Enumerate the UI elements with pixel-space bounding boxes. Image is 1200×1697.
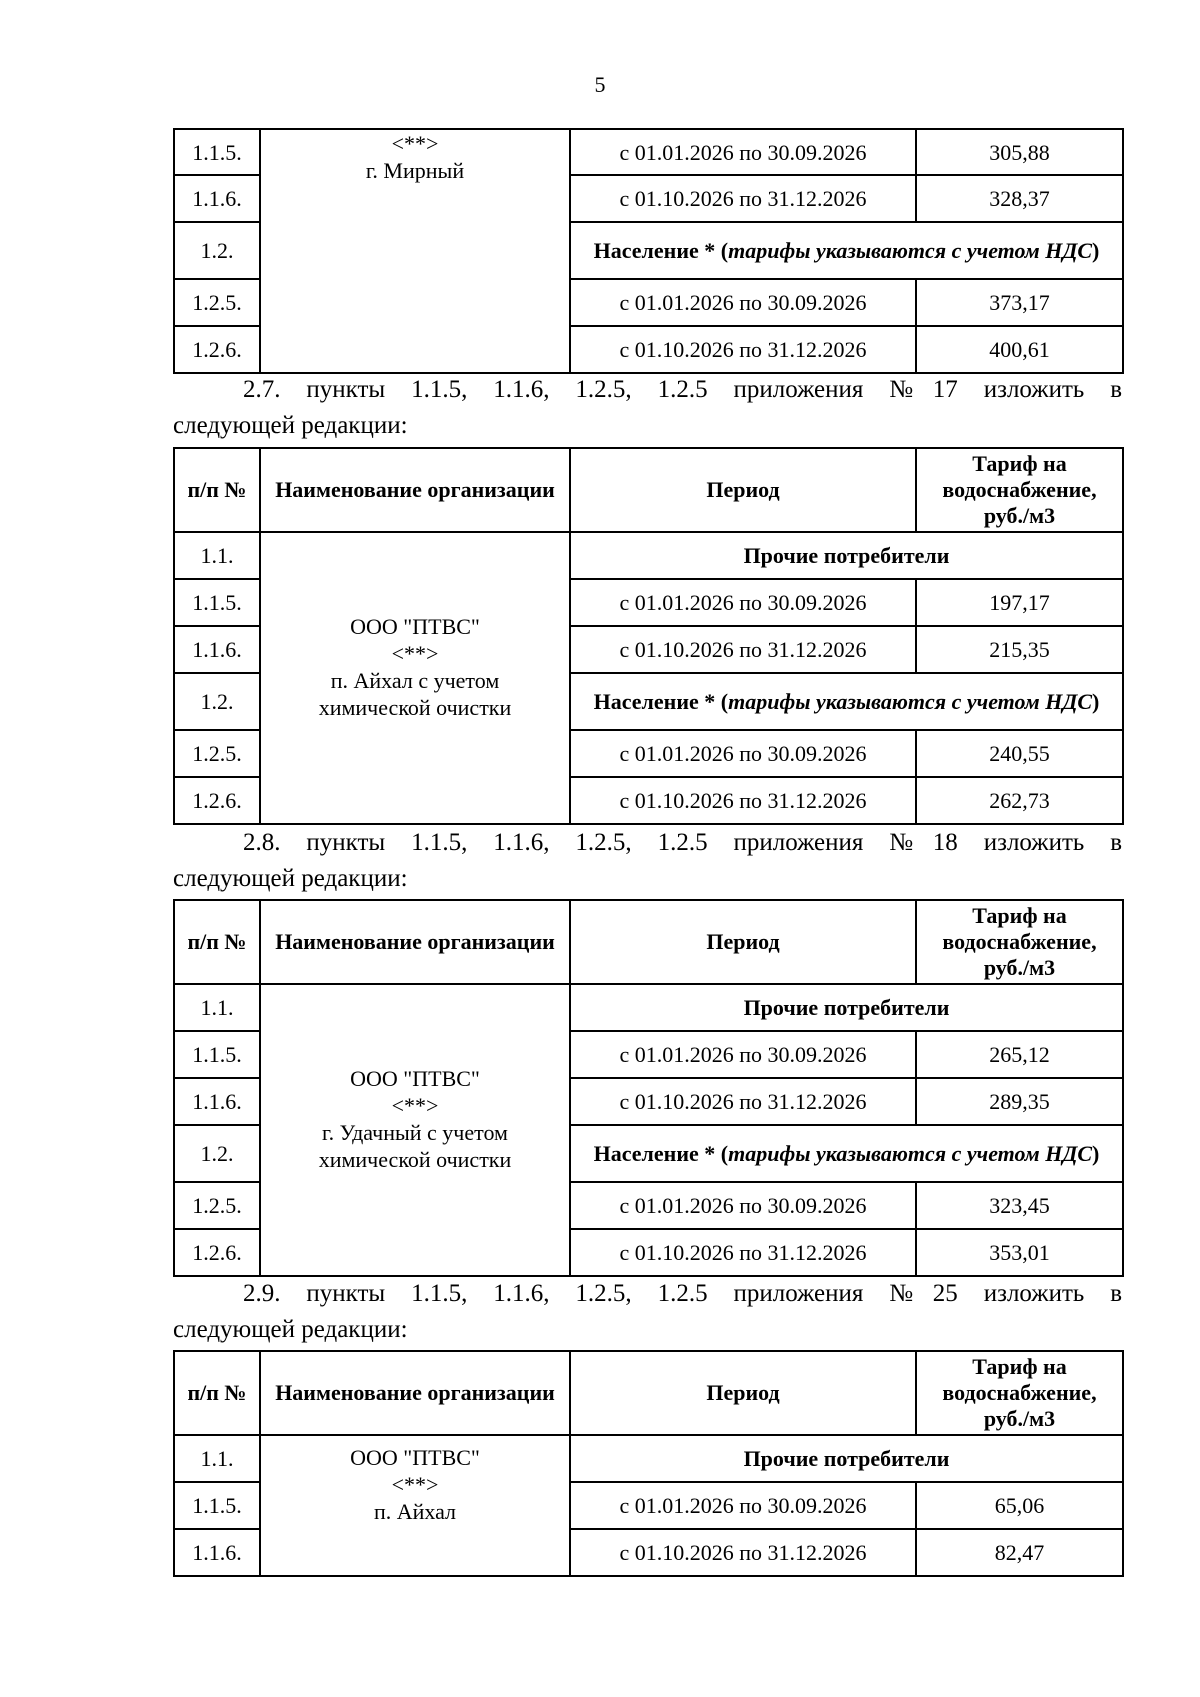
period-cell: с 01.10.2026 по 31.12.2026 [570, 175, 916, 222]
population-section-heading: Население * (тарифы указываются с учетом НДС) [570, 222, 1123, 279]
header-period: Период [570, 1351, 916, 1435]
row-number: 1.1. [174, 532, 260, 579]
page-number: 5 [594, 72, 606, 97]
header-tariff: Тариф на водоснабжение, руб./м3 [916, 900, 1123, 984]
tariff-cell: 262,73 [916, 777, 1123, 824]
other-consumers-heading: Прочие потребители [570, 532, 1123, 579]
tariff-cell: 353,01 [916, 1229, 1123, 1276]
tariff-cell: 400,61 [916, 326, 1123, 373]
header-organization: Наименование организации [260, 1351, 570, 1435]
tariff-cell: 82,47 [916, 1529, 1123, 1576]
population-section-heading: Население * (тарифы указываются с учетом НДС) [570, 673, 1123, 730]
tariff-cell: 305,88 [916, 129, 1123, 175]
period-cell: с 01.10.2026 по 31.12.2026 [570, 626, 916, 673]
tariff-table-appendix-17 [173, 447, 1124, 825]
header-period: Период [570, 448, 916, 532]
row-number: 1.1.6. [174, 1078, 260, 1125]
table-row [174, 129, 1123, 175]
tariff-cell: 65,06 [916, 1482, 1123, 1529]
organization-cell: <**> г. Мирный [260, 129, 570, 373]
row-number: 1.1.6. [174, 175, 260, 222]
header-organization: Наименование организации [260, 900, 570, 984]
row-number: 1.1.5. [174, 579, 260, 626]
period-cell: с 01.01.2026 по 30.09.2026 [570, 579, 916, 626]
tariff-cell: 265,12 [916, 1031, 1123, 1078]
row-number: 1.2. [174, 673, 260, 730]
table-row [174, 1435, 1123, 1482]
population-section-heading: Население * (тарифы указываются с учетом НДС) [570, 1125, 1123, 1182]
table-row [174, 532, 1123, 579]
paragraph-2-9: 2.9. пункты 1.1.5, 1.1.6, 1.2.5, 1.2.5 приложения №25 изложить в следующей редакции: [173, 1280, 1122, 1343]
period-cell: с 01.10.2026 по 31.12.2026 [570, 326, 916, 373]
period-cell: с 01.10.2026 по 31.12.2026 [570, 1078, 916, 1125]
period-cell: с 01.01.2026 по 30.09.2026 [570, 1182, 916, 1229]
organization-cell: ООО "ПТВС" <**> г. Удачный с учетом химической очистки [260, 984, 570, 1276]
header-organization: Наименование организации [260, 448, 570, 532]
row-number: 1.2.6. [174, 1229, 260, 1276]
header-number: п/п № [174, 448, 260, 532]
row-number: 1.1. [174, 1435, 260, 1482]
period-cell: с 01.01.2026 по 30.09.2026 [570, 730, 916, 777]
other-consumers-heading: Прочие потребители [570, 1435, 1123, 1482]
other-consumers-heading: Прочие потребители [570, 984, 1123, 1031]
tariff-cell: 289,35 [916, 1078, 1123, 1125]
period-cell: с 01.10.2026 по 31.12.2026 [570, 1229, 916, 1276]
tariff-table-appendix-25 [173, 1350, 1124, 1577]
row-number: 1.2. [174, 222, 260, 279]
header-number: п/п № [174, 900, 260, 984]
tariff-cell: 197,17 [916, 579, 1123, 626]
row-number: 1.2.5. [174, 1182, 260, 1229]
table-header-row [174, 900, 1123, 984]
tariff-cell: 328,37 [916, 175, 1123, 222]
header-number: п/п № [174, 1351, 260, 1435]
organization-cell: ООО "ПТВС" <**> п. Айхал с учетом химической очистки [260, 532, 570, 824]
tariff-cell: 323,45 [916, 1182, 1123, 1229]
table-header-row [174, 448, 1123, 532]
row-number: 1.1.5. [174, 129, 260, 175]
tariff-table-appendix-18 [173, 899, 1124, 1277]
period-cell: с 01.01.2026 по 30.09.2026 [570, 279, 916, 326]
row-number: 1.2.6. [174, 326, 260, 373]
paragraph-2-8: 2.8. пункты 1.1.5, 1.1.6, 1.2.5, 1.2.5 приложения №18 изложить в следующей редакции: [173, 829, 1122, 892]
table-header-row [174, 1351, 1123, 1435]
row-number: 1.1.5. [174, 1031, 260, 1078]
period-cell: с 01.10.2026 по 31.12.2026 [570, 777, 916, 824]
row-number: 1.1.6. [174, 1529, 260, 1576]
table-row [174, 984, 1123, 1031]
period-cell: с 01.01.2026 по 30.09.2026 [570, 1031, 916, 1078]
tariff-cell: 373,17 [916, 279, 1123, 326]
tariff-cell: 240,55 [916, 730, 1123, 777]
period-cell: с 01.01.2026 по 30.09.2026 [570, 129, 916, 175]
header-tariff: Тариф на водоснабжение, руб./м3 [916, 1351, 1123, 1435]
paragraph-2-7: 2.7. пункты 1.1.5, 1.1.6, 1.2.5, 1.2.5 приложения №17 изложить в следующей редакции: [173, 376, 1122, 439]
organization-cell: ООО "ПТВС" <**> п. Айхал [260, 1435, 570, 1576]
row-number: 1.2.5. [174, 279, 260, 326]
row-number: 1.1. [174, 984, 260, 1031]
period-cell: с 01.01.2026 по 30.09.2026 [570, 1482, 916, 1529]
header-period: Период [570, 900, 916, 984]
row-number: 1.2.6. [174, 777, 260, 824]
row-number: 1.1.6. [174, 626, 260, 673]
header-tariff: Тариф на водоснабжение, руб./м3 [916, 448, 1123, 532]
tariff-table-continuation [173, 128, 1124, 374]
period-cell: с 01.10.2026 по 31.12.2026 [570, 1529, 916, 1576]
row-number: 1.2. [174, 1125, 260, 1182]
row-number: 1.2.5. [174, 730, 260, 777]
tariff-cell: 215,35 [916, 626, 1123, 673]
row-number: 1.1.5. [174, 1482, 260, 1529]
